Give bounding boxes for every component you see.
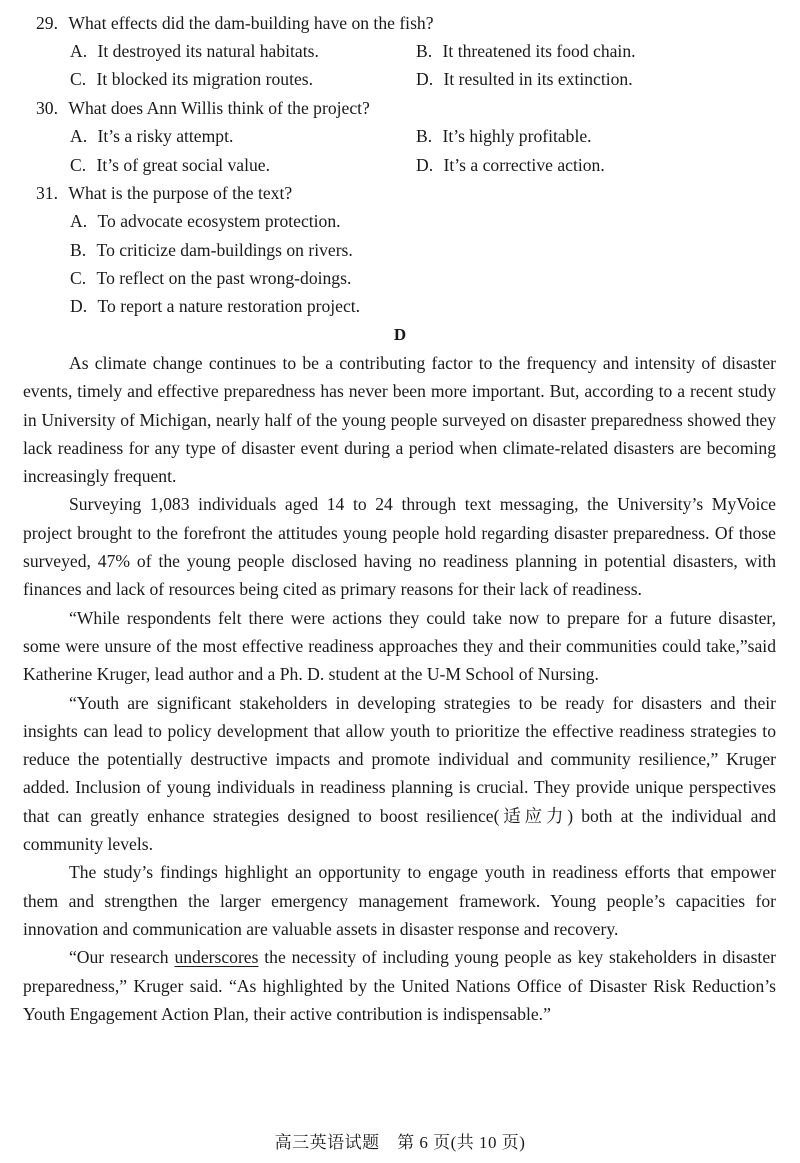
option-letter: C. bbox=[70, 268, 87, 288]
option-letter: B. bbox=[416, 41, 433, 61]
option-text: It’s of great social value. bbox=[96, 155, 270, 175]
option-31d bbox=[70, 295, 360, 317]
option-31b bbox=[70, 239, 353, 261]
option-text: To criticize dam-buildings on rivers. bbox=[96, 240, 353, 260]
option-30a bbox=[70, 125, 233, 147]
passage-paragraph-4: “Youth are significant stakeholders in developing strategies to be ready for disasters and their insights can lead to policy development that allow youth to prioritize the effective readiness strategies to reduce the potentially destructive impacts and promote individual and community resilience,” Kruger added. Inclusion of young individuals in readiness planning is crucial. They provide unique perspectives that can greatly enhance strategies designed to boost resilience(适应力) both at the individual and community levels. bbox=[23, 692, 776, 855]
option-30d bbox=[416, 154, 605, 176]
passage-paragraph-2: Surveying 1,083 individuals aged 14 to 24 through text messaging, the University’s MyVoice project brought to the forefront the attitudes young people hold regarding disaster preparedness. Of those surveyed, 47% of the young people disclosed having no readiness planning in potential disasters, with finances and lack of resources being cited as primary reasons for their lack of readiness. bbox=[23, 494, 776, 600]
section-heading: D bbox=[393, 325, 407, 344]
text-segment: “Our research bbox=[69, 947, 175, 968]
passage-paragraph-5: The study’s findings highlight an opportunity to engage youth in readiness efforts that empower them and strengthen the larger emergency management framework. Young people’s capacities for innovation and communication are valuable assets in disaster response and recovery. bbox=[23, 862, 776, 939]
option-text: It’s a risky attempt. bbox=[97, 126, 234, 146]
option-letter: B. bbox=[416, 126, 433, 146]
option-30c bbox=[70, 154, 270, 176]
question-stem: What is the purpose of the text? bbox=[68, 183, 293, 203]
option-text: To report a nature restoration project. bbox=[97, 296, 361, 316]
passage bbox=[23, 349, 776, 1028]
option-text: It’s a corrective action. bbox=[443, 155, 605, 175]
option-letter: D. bbox=[416, 69, 434, 89]
option-letter: C. bbox=[70, 69, 87, 89]
question-29 bbox=[36, 12, 434, 34]
option-text: To advocate ecosystem protection. bbox=[97, 211, 341, 231]
option-29d bbox=[416, 68, 633, 90]
question-number: 30. bbox=[36, 98, 58, 118]
text-segment: the necessity of including young people as key stakeholders in disaster preparedness,” Kruger said. “As highlighted by the United Nations Office of Disaster Risk Reduction’s Youth Engagement Action Plan, their active contribution is indispensable.” bbox=[23, 947, 776, 1024]
option-29b bbox=[416, 40, 636, 62]
option-31a bbox=[70, 210, 341, 232]
question-stem: What does Ann Willis think of the project? bbox=[68, 98, 370, 118]
option-29c bbox=[70, 68, 313, 90]
option-30b bbox=[416, 125, 592, 147]
option-letter: D. bbox=[416, 155, 434, 175]
passage-paragraph-1: As climate change continues to be a contributing factor to the frequency and intensity of disaster events, timely and effective preparedness has never been more important. But, according to a recent study in University of Michigan, nearly half of the young people surveyed on disaster preparedness showed they lack readiness for any type of disaster event during a period when climate-related disasters are becoming increasingly frequent. bbox=[23, 353, 776, 487]
question-number: 31. bbox=[36, 183, 58, 203]
passage-paragraph-6 bbox=[23, 943, 776, 1028]
underlined-word: underscores bbox=[174, 947, 259, 968]
option-letter: A. bbox=[70, 41, 88, 61]
question-30 bbox=[36, 97, 370, 119]
passage-paragraph-3: “While respondents felt there were actions they could take now to prepare for a future disaster, some were unsure of the most effective readiness approaches they and their communities could take,”said Katherine Kruger, lead author and a Ph. D. student at the U-M School of Nursing. bbox=[23, 607, 776, 685]
option-text: To reflect on the past wrong-doings. bbox=[96, 268, 352, 288]
option-letter: B. bbox=[70, 240, 87, 260]
option-29a bbox=[70, 40, 319, 62]
option-letter: D. bbox=[70, 296, 88, 316]
question-31 bbox=[36, 182, 292, 204]
question-stem: What effects did the dam-building have on the fish? bbox=[68, 13, 434, 33]
option-letter: A. bbox=[70, 126, 88, 146]
option-letter: A. bbox=[70, 211, 88, 231]
option-31c bbox=[70, 267, 351, 289]
question-number: 29. bbox=[36, 13, 58, 33]
option-text: It’s highly profitable. bbox=[442, 126, 592, 146]
page-footer: 高三英语试题 第 6 页(共 10 页) bbox=[274, 1133, 526, 1152]
option-text: It threatened its food chain. bbox=[442, 41, 636, 61]
option-text: It resulted in its extinction. bbox=[443, 69, 633, 89]
option-text: It blocked its migration routes. bbox=[96, 69, 314, 89]
option-text: It destroyed its natural habitats. bbox=[97, 41, 319, 61]
option-letter: C. bbox=[70, 155, 87, 175]
